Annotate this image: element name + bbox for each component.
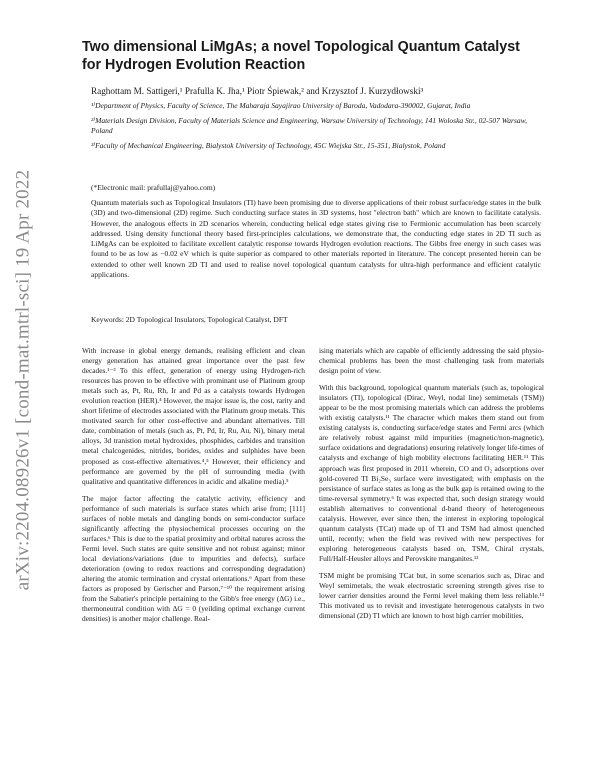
author-list: Raghottam M. Sattigeri,¹ Prafulla K. Jha,¹ Piotr Śpiewak,² and Krzysztof J. Kurzydłowski³ [91,86,424,96]
arxiv-identifier: arXiv:2204.08926v1 [cond-mat.mtrl-sci] 19 Apr 2022 [12,169,34,591]
arxiv-side-stamp [5,160,41,600]
paper-title: Two dimensional LiMgAs; a novel Topological Quantum Catalyst for Hydrogen Evolution Reaction [82,39,520,73]
affiliation-1: ¹⁾Department of Physics, Faculty of Science, The Maharaja Sayajirao University of Baroda, Vadodara-390002, Gujarat, India [91,101,471,110]
affiliation-2: ²⁾Materials Design Division, Faculty of Materials Science and Engineering, Warsaw University of Technology, 141 Woloska Str., 02-507 Warsaw, Poland [91,116,527,135]
right-column [319,346,544,628]
body-paragraph: The major factor affecting the catalytic activity, efficiency and performance of such materials is surface states which arise from; [111] surfaces of noble metals and dangling bonds on semi-conductor surface significantly affecting the physiochemical processes occuring on the surfaces.⁶ This is due to the spatial proximity and orbital natures across the Fermi level. Such states are quite sensitive and not robust against; minor local deviations/variations (due to impurities and defects), surface deterioration (owing to redox reactions and corresponding degradation) altering the atomic termination and crystal orientations.⁶ Apart from these factors as proposed by Gerischer and Parson,⁷⁻¹⁰ the requirement arising from the Sabatier's principle pertaining to the Gibb's free energy (ΔG) i.e., thermoneutral condition with ΔG = 0 (yeilding optimal exchange current densities) is another major challenge. Real- [82,493,305,624]
body-paragraph: TSM might be promising TCat but, in some scenarios such as, Dirac and Weyl semimetals, the weak electrostatic screening strength gives rise to lower carrier densities around the Fermi level making them less reliable.¹³ This motivated us to revisit and investigate heterogenous catalysts in two dimensional (2D) TI which are known to host high carrier mobilities, [319,570,544,621]
abstract: Quantum materials such as Topological Insulators (TI) have been promising due to diverse applications of their robust surface/edge states in the bulk (3D) and two-dimensional (2D) regime. Such conducting surface states in 3D systems, host "electron bath" which are known to facilitate catalysis. However, the analogous effects in 2D scenarios wherein, conducting helical edge states giving rise to Fermionic accumulation has been scarcely addressed. Using density functional theory based first-principles calculations, we demonstrate that, the conducting edge states in 2D TI such as LiMgAs can be exploited to facilitate excellent catalytic response towards Hydrogen evolution reactions. The Gibbs free energy in such cases was found to be as low as −0.02 eV which is quite superior as compared to other materials reported in literature. The concept presented herein can be extended to other well known 2D TI and used to realise novel topological quantum catalysts for ultra-high performance and efficient catalytic applications. [91,198,541,279]
keywords: Keywords: 2D Topological Insulators, Topological Catalyst, DFT [91,315,288,324]
affiliations [91,101,531,156]
left-column [82,346,305,631]
body-paragraph-continued: ising materials which are capable of efficiently addressing the said physio-chemical problems has been the most challenging task from materials design point of view. [319,346,544,376]
body-paragraph: With increase in global energy demands, realising efficient and clean energy generation has attained great importance over the past few decades.¹⁻³ To this effect, generation of energy using Hydrogen-rich resources has proven to be effective with prominant use of Platinum group metals such as, Pt, Ru, Rh, Ir and Pd as a catalysts towards Hydrogen evolution reaction (HER).⁴ However, the major issue is, the cost, rarity and short lifetime of electrodes associated with the Platinum group metals. This motivated search for other cost-effective and abundant alternatives. Till date, combination of metals (such as, Pt, Pd, Ir, Ru, Au, Ni), binary metal alloys, 3d tranistion metal hydroxides, phosphides, carbides and transition metal chalcogenides, nitrides, borides, oxides and sulphides have been proposed as cost-effective alternatives.⁴,⁵ However, their efficiency and performance are governed by the pH of surrounding media (with qualitative and quantitative differences in acidic and alkaline media).⁵ [82,346,305,486]
corresponding-email: (*Electronic mail: prafullaj@yahoo.com) [91,183,216,192]
body-paragraph: With this background, topological quantum materials (such as, topological insulators (TI), topological (Dirac, Weyl, nodal line) semimetals (TSM)) appear to be the most promising materials which can address the problems with existig catalysts.¹¹ The character which makes them stand out from existing catalysts is, conducting surface/edge states and Fermi arcs (which are relatively robust against mild impurities (magnetic/non-magnetic), surface oxidations and degradations) ensuring relatively longer life-times of catalysts and exchange of high mobility electrons facilitating HER.¹¹ This approach was first proposed in 2011 wherein, CO and O₂ adsorptions over gold-covered TI Bi₂Se₃ surface were investigated; with emphasis on the persistance of surface states as long as the bulk gap is retained owing to the time-reversal symmetry.⁶ It was expected that, such design strategy would establish alternatives to conventional d-band theory of heterogeneous catalysis. However, ever since then, the interest in exploring topological quantum catalysts (TCat) made up of TI and TSM had almost quenched until, recently; when the field was revived with new perspectives for exploring heterogeneous catalysts based on, TSM, Chiral crystals, Full/Half-Heusler alloys and Perovskite manganites.¹² [319,383,544,563]
affiliation-3: ³⁾Faculty of Mechanical Engineering, Bialystok University of Technology, 45C Wiejska Str., 15-351, Bialystok, Poland [91,141,446,150]
